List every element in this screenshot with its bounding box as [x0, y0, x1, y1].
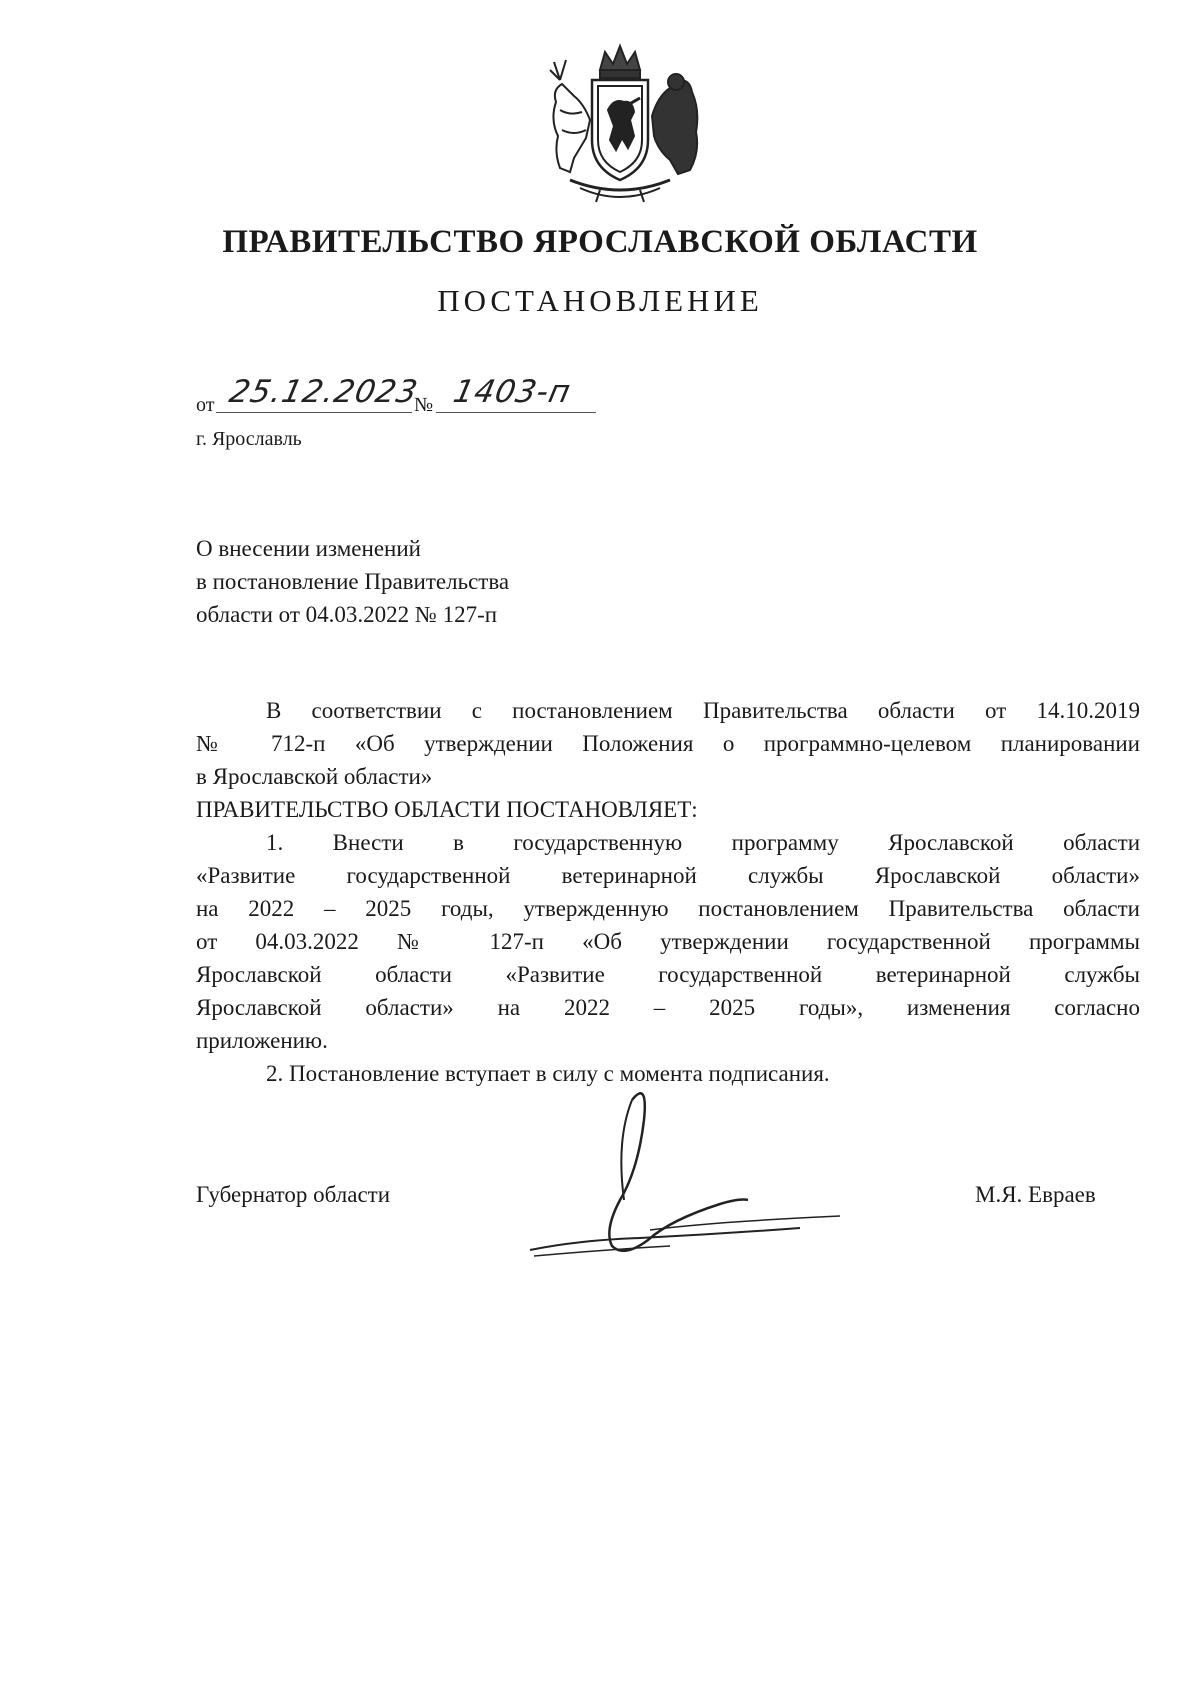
from-label: от	[196, 394, 215, 416]
decree-body	[196, 694, 1140, 1090]
handwritten-signature-icon	[520, 1080, 850, 1270]
signer-name: М.Я. Евраев	[975, 1182, 1096, 1207]
preamble-line: В соответствии с постановлением Правительства области от 14.10.2019	[266, 698, 1140, 723]
subject-line: области от 04.03.2022 № 127-п	[196, 602, 498, 627]
preamble-line: № 712-п «Об утверждении Положения о программно-целевом планировании	[196, 731, 1140, 756]
decree-number: 1403-п	[450, 374, 575, 410]
item1-line: приложению.	[196, 1028, 328, 1053]
date-field	[216, 374, 422, 413]
preamble-line: в Ярославской области»	[196, 764, 433, 789]
item1-line: Ярославской области» на 2022 – 2025 годы», изменения согласно	[196, 995, 1140, 1020]
number-field	[436, 376, 596, 413]
item1-line: «Развитие государственной ветеринарной службы Ярославской области»	[196, 863, 1140, 888]
number-label: №	[414, 394, 434, 416]
city: г. Ярославль	[196, 428, 302, 450]
item1-line: на 2022 – 2025 годы, утвержденную постановлением Правительства области	[196, 896, 1140, 921]
decree-subject	[196, 532, 509, 631]
subject-line: О внесении изменений	[196, 536, 421, 561]
item1-line: 1. Внести в государственную программу Ярославской области	[266, 830, 1140, 855]
decree-date: 25.12.2023	[226, 374, 422, 410]
resolves-line: ПРАВИТЕЛЬСТВО ОБЛАСТИ ПОСТАНОВЛЯЕТ:	[196, 797, 698, 822]
document-type: ПОСТАНОВЛЕНИЕ	[437, 283, 763, 318]
signer-role: Губернатор области	[196, 1182, 391, 1207]
item2-line: 2. Постановление вступает в силу с момента подписания.	[266, 1061, 830, 1086]
yaroslavl-region-coat-of-arms-icon	[530, 40, 710, 210]
government-title: ПРАВИТЕЛЬСТВО ЯРОСЛАВСКОЙ ОБЛАСТИ	[222, 224, 978, 260]
item1-line: от 04.03.2022 № 127-п «Об утверждении государственной программы	[196, 929, 1140, 954]
subject-line: в постановление Правительства	[196, 569, 510, 594]
item1-line: Ярославской области «Развитие государственной ветеринарной службы	[196, 962, 1140, 987]
